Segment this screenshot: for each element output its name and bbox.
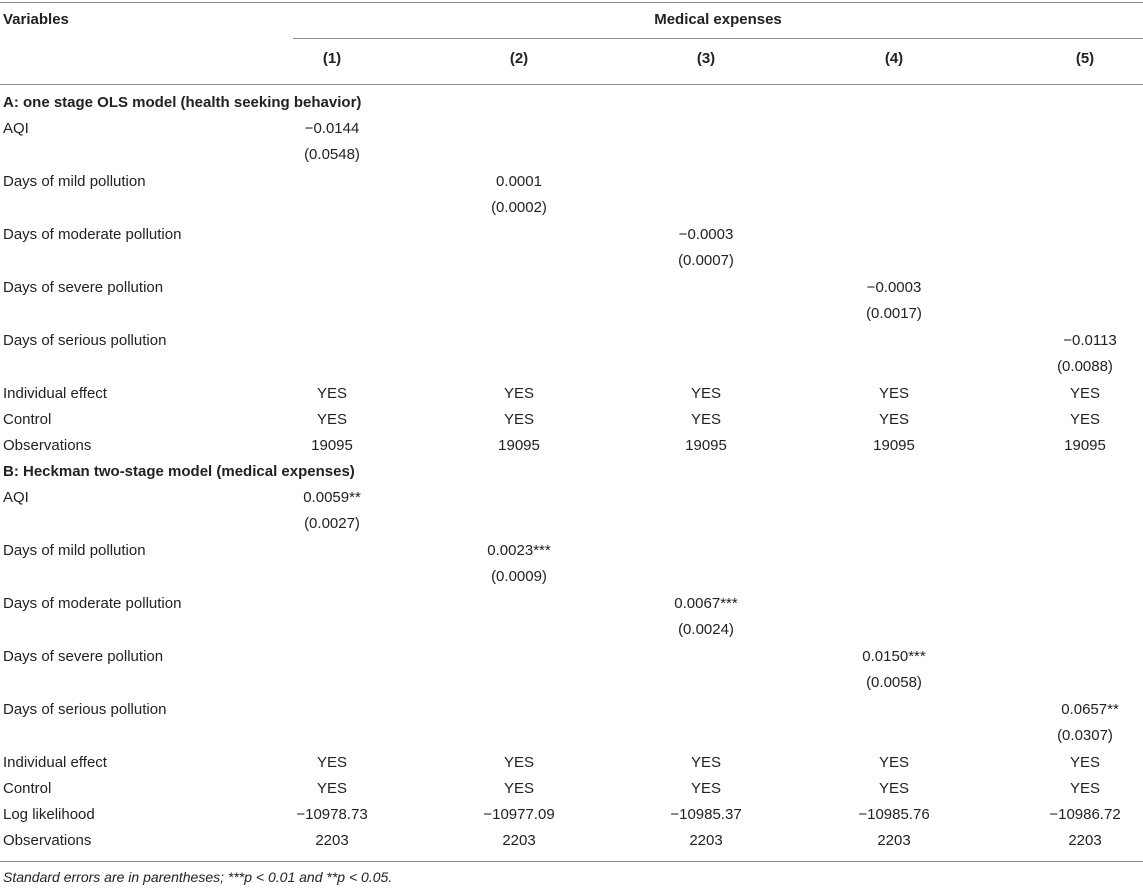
summary-value: YES (503, 754, 535, 771)
summary-value: YES (503, 385, 535, 402)
summary-value: 19095 (873, 437, 915, 454)
standard-error: (0.0002) (491, 199, 547, 216)
header-subrule (293, 38, 1143, 39)
coefficient-value: 0.0067 (674, 595, 721, 612)
summary-value: 2203 (689, 832, 723, 849)
summary-value: 2203 (502, 832, 536, 849)
row-label: Days of severe pollution (3, 279, 164, 296)
standard-error: (0.0088) (1057, 358, 1113, 375)
summary-value: YES (1069, 385, 1101, 402)
coefficient-cell (679, 226, 734, 244)
row-label: Control (3, 411, 52, 428)
row-label: Observations (3, 437, 92, 454)
summary-value: YES (878, 385, 910, 402)
column-header: (5) (1075, 50, 1095, 67)
coefficient-value: −0.0144 (304, 120, 360, 137)
summary-value: −10977.09 (483, 806, 555, 823)
row-label: Control (3, 780, 52, 797)
standard-error: (0.0548) (304, 146, 360, 163)
summary-value: YES (878, 411, 910, 428)
summary-value: YES (878, 780, 910, 797)
summary-value: YES (316, 754, 348, 771)
row-label: Individual effect (3, 754, 107, 771)
significance-stars: ** (349, 489, 361, 506)
summary-value: YES (316, 385, 348, 402)
medical-expenses-header: Medical expenses (654, 11, 782, 28)
column-header: (1) (322, 50, 342, 67)
panel-title: A: one stage OLS model (health seeking behavior) (3, 94, 362, 111)
significance-stars: *** (533, 542, 551, 559)
summary-value: −10978.73 (296, 806, 368, 823)
summary-value: YES (878, 754, 910, 771)
summary-value: YES (1069, 411, 1101, 428)
summary-value: 19095 (685, 437, 727, 454)
summary-value: YES (503, 411, 535, 428)
top-rule (0, 2, 1143, 3)
row-label: Days of mild pollution (3, 542, 146, 559)
row-label: AQI (3, 489, 29, 506)
coefficient-cell (1061, 701, 1119, 719)
standard-error: (0.0058) (866, 674, 922, 691)
summary-value: YES (503, 780, 535, 797)
coefficient-cell (487, 542, 550, 560)
summary-value: YES (690, 385, 722, 402)
row-label: Log likelihood (3, 806, 95, 823)
variables-header: Variables (3, 11, 69, 28)
summary-value: 19095 (311, 437, 353, 454)
coefficient-value: 0.0059 (303, 489, 350, 506)
summary-value: −10986.72 (1049, 806, 1121, 823)
panel-title: B: Heckman two-stage model (medical expenses) (3, 463, 355, 480)
row-label: Individual effect (3, 385, 107, 402)
summary-value: YES (316, 411, 348, 428)
standard-error: (0.0307) (1057, 727, 1113, 744)
standard-error: (0.0017) (866, 305, 922, 322)
summary-value: −10985.37 (670, 806, 742, 823)
row-label: AQI (3, 120, 29, 137)
summary-value: YES (690, 411, 722, 428)
summary-value: YES (1069, 754, 1101, 771)
coefficient-value: 0.0001 (496, 173, 542, 190)
summary-value: YES (690, 780, 722, 797)
bottom-rule (0, 861, 1143, 862)
standard-error: (0.0024) (678, 621, 734, 638)
coefficient-cell (674, 595, 737, 613)
summary-value: YES (690, 754, 722, 771)
coefficient-cell (496, 173, 542, 191)
significance-stars: *** (720, 595, 738, 612)
summary-value: −10985.76 (858, 806, 930, 823)
coefficient-cell (305, 120, 360, 138)
summary-value: 2203 (1068, 832, 1102, 849)
summary-value: 2203 (315, 832, 349, 849)
coefficient-cell (303, 489, 361, 507)
standard-error: (0.0009) (491, 568, 547, 585)
row-label: Days of serious pollution (3, 332, 167, 349)
row-label: Days of mild pollution (3, 173, 146, 190)
coefficient-value: 0.0657 (1061, 701, 1108, 718)
coefficient-cell (867, 279, 922, 297)
summary-value: YES (1069, 780, 1101, 797)
standard-error: (0.0007) (678, 252, 734, 269)
row-label: Days of moderate pollution (3, 595, 182, 612)
header-bottom-rule (0, 84, 1143, 85)
column-header: (3) (696, 50, 716, 67)
row-label: Days of severe pollution (3, 648, 164, 665)
coefficient-value: −0.0003 (678, 226, 734, 243)
summary-value: 19095 (498, 437, 540, 454)
coefficient-value: 0.0150 (862, 648, 909, 665)
summary-value: YES (316, 780, 348, 797)
significance-stars: ** (1107, 701, 1119, 718)
summary-value: 2203 (877, 832, 911, 849)
significance-stars: *** (908, 648, 926, 665)
coefficient-cell (1063, 332, 1117, 350)
column-header: (2) (509, 50, 529, 67)
row-label: Days of serious pollution (3, 701, 167, 718)
summary-value: 19095 (1064, 437, 1106, 454)
row-label: Days of moderate pollution (3, 226, 182, 243)
column-header: (4) (884, 50, 904, 67)
table-footnote: Standard errors are in parentheses; ***p < 0.01 and **p < 0.05. (3, 869, 393, 885)
coefficient-value: 0.0023 (487, 542, 534, 559)
coefficient-value: −0.0003 (866, 279, 922, 296)
coefficient-cell (862, 648, 925, 666)
coefficient-value: −0.0113 (1063, 332, 1117, 349)
standard-error: (0.0027) (304, 515, 360, 532)
row-label: Observations (3, 832, 92, 849)
